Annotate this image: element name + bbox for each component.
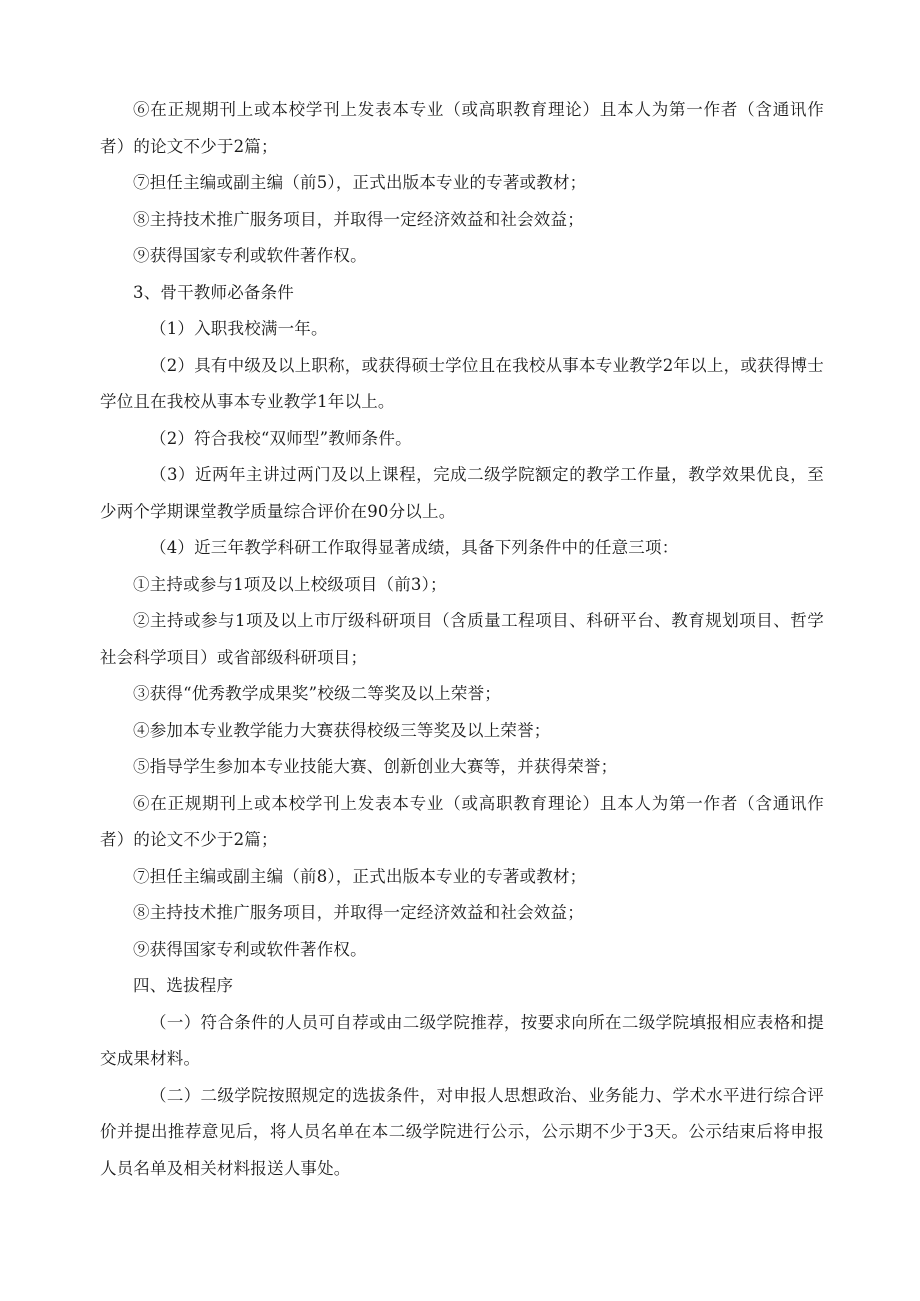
paragraph: ⑥在正规期刊上或本校学刊上发表本专业（或高职教育理论）且本人为第一作者（含通讯作者）的论文不少于2篇； <box>100 793 824 849</box>
section-heading: 3、骨干教师必备条件 <box>133 282 294 302</box>
paragraph: ⑦担任主编或副主编（前8），正式出版本专业的专著或教材； <box>133 866 587 886</box>
paragraph: （4）近三年教学科研工作取得显著成绩，具备下列条件中的任意三项： <box>150 538 679 557</box>
paragraph: （一）符合条件的人员可自荐或由二级学院推荐，按要求向所在二级学院填报相应表格和提交成果材料。 <box>100 1012 824 1068</box>
document-body <box>100 92 824 1187</box>
section-heading: 四、选拔程序 <box>133 976 234 995</box>
paragraph: ①主持或参与1项及以上校级项目（前3）； <box>133 574 447 594</box>
paragraph: ②主持或参与1项及以上市厅级科研项目（含质量工程项目、科研平台、教育规划项目、哲学社会科学项目）或省部级科研项目； <box>100 611 824 667</box>
paragraph: ⑧主持技术推广服务项目，并取得一定经济效益和社会效益； <box>133 209 584 229</box>
paragraph: ⑥在正规期刊上或本校学刊上发表本专业（或高职教育理论）且本人为第一作者（含通讯作者）的论文不少于2篇； <box>100 100 824 156</box>
paragraph: ④参加本专业教学能力大赛获得校级三等奖及以上荣誉； <box>133 720 551 740</box>
paragraph: （二）二级学院按照规定的选拔条件，对申报人思想政治、业务能力、学术水平进行综合评价并提出推荐意见后，将人员名单在本二级学院进行公示，公示期不少于3天。公示结束后将申报人员名单及相关材料报送人事处。 <box>100 1085 824 1178</box>
paragraph: ③获得“优秀教学成果奖”校级二等奖及以上荣誉； <box>133 684 501 703</box>
paragraph: （1）入职我校满一年。 <box>150 319 328 338</box>
paragraph: ⑨获得国家专利或软件著作权。 <box>133 939 367 959</box>
paragraph: ⑤指导学生参加本专业技能大赛、创新创业大赛等，并获得荣誉； <box>133 757 618 776</box>
paragraph: （2）具有中级及以上职称，或获得硕士学位且在我校从事本专业教学2年以上，或获得博士学位且在我校从事本专业教学1年以上。 <box>100 355 824 411</box>
paragraph: ⑦担任主编或副主编（前5），正式出版本专业的专著或教材； <box>133 173 587 192</box>
paragraph: （2）符合我校“双师型”教师条件。 <box>150 428 412 448</box>
paragraph: （3）近两年主讲过两门及以上课程，完成二级学院额定的教学工作量，教学效果优良，至少两个学期课堂教学质量综合评价在90分以上。 <box>100 465 824 521</box>
paragraph: ⑧主持技术推广服务项目，并取得一定经济效益和社会效益； <box>133 903 584 922</box>
paragraph: ⑨获得国家专利或软件著作权。 <box>133 246 367 265</box>
